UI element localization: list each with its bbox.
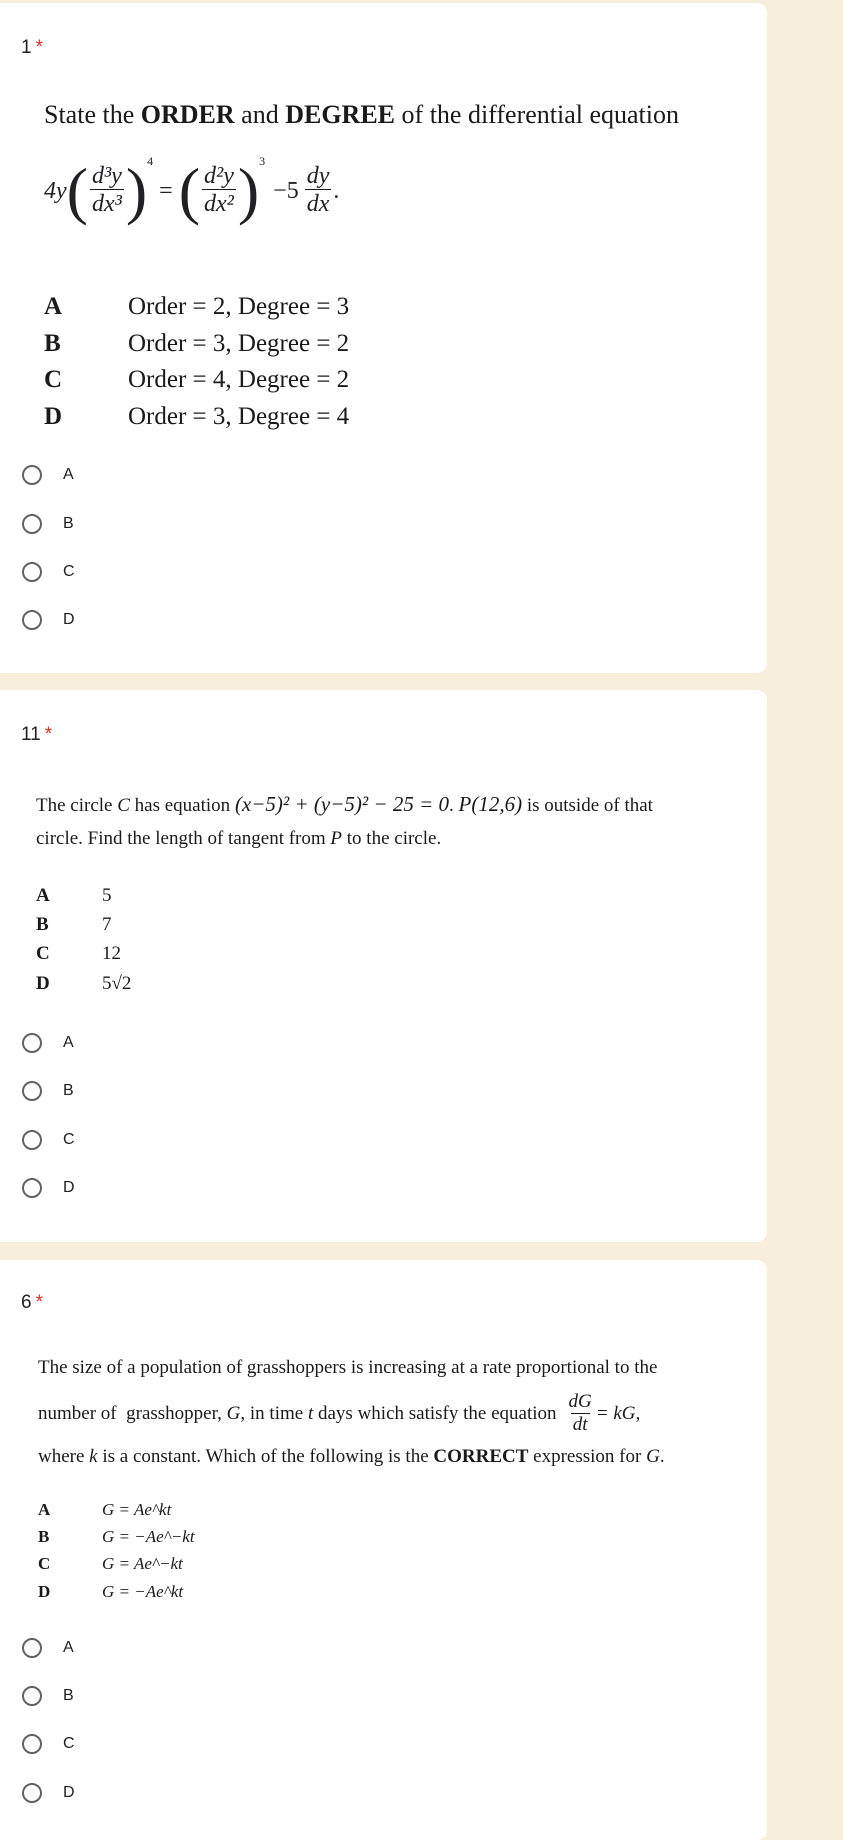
eq-power: 4 bbox=[147, 153, 154, 168]
radio-option-b[interactable] bbox=[22, 1683, 74, 1709]
text-part: has equation bbox=[129, 795, 235, 816]
option-value: Order = 2, Degree = 3 bbox=[128, 293, 350, 320]
option-value: 5√2 bbox=[102, 973, 132, 994]
radio-option-b[interactable] bbox=[22, 511, 74, 537]
paren-open: ( bbox=[66, 155, 88, 226]
radio-label: C bbox=[63, 563, 75, 580]
radio-circle[interactable] bbox=[22, 465, 42, 485]
question-number bbox=[21, 724, 52, 746]
text-part: . bbox=[659, 1446, 665, 1467]
math-p: P bbox=[330, 828, 343, 849]
frac-num: dG bbox=[568, 1390, 592, 1412]
radio-label: C bbox=[63, 1735, 75, 1752]
option-value: 7 bbox=[102, 914, 112, 935]
text-part: . bbox=[449, 795, 459, 816]
eq-period: . bbox=[333, 177, 340, 204]
radio-circle[interactable] bbox=[22, 1033, 42, 1053]
paren-open: ( bbox=[178, 155, 200, 226]
text-part: , in time bbox=[240, 1403, 308, 1424]
option-letter: B bbox=[38, 1527, 50, 1546]
question-card-6 bbox=[0, 1260, 767, 1840]
differential-equation bbox=[44, 146, 339, 236]
frac-den: dt bbox=[572, 1413, 588, 1435]
option-letter: B bbox=[44, 330, 61, 357]
radio-circle[interactable] bbox=[22, 1734, 42, 1754]
text-part: circle. Find the length of tangent from bbox=[36, 828, 331, 849]
question-text bbox=[44, 100, 679, 130]
text-part: is outside of that bbox=[522, 795, 653, 816]
paren-close: ) bbox=[237, 155, 260, 226]
question-text-line-1 bbox=[36, 792, 653, 817]
radio-circle[interactable] bbox=[22, 1081, 42, 1101]
option-letter: C bbox=[36, 943, 50, 964]
text-part: to the circle. bbox=[342, 828, 442, 849]
radio-option-a[interactable] bbox=[22, 1635, 74, 1661]
radio-option-c[interactable] bbox=[22, 1731, 75, 1757]
radio-option-b[interactable] bbox=[22, 1078, 74, 1104]
option-value: G = Ae^−kt bbox=[102, 1554, 183, 1573]
radio-option-d[interactable] bbox=[22, 1780, 75, 1806]
radio-circle[interactable] bbox=[22, 1686, 42, 1706]
radio-circle[interactable] bbox=[22, 1783, 42, 1803]
question-number-text: 11 bbox=[21, 724, 41, 745]
frac-num: d²y bbox=[204, 162, 234, 189]
eq-fraction-3 bbox=[305, 163, 332, 219]
frac-den: dx² bbox=[204, 191, 234, 218]
radio-label: D bbox=[63, 611, 75, 628]
text-part: expression for bbox=[528, 1446, 647, 1467]
radio-label: A bbox=[63, 1034, 74, 1051]
math-t: t bbox=[307, 1403, 314, 1424]
required-asterisk: * bbox=[44, 724, 53, 745]
text-part: number of grasshopper, bbox=[38, 1403, 227, 1424]
radio-label: D bbox=[63, 1179, 75, 1196]
radio-circle[interactable] bbox=[22, 1178, 42, 1198]
radio-option-a[interactable] bbox=[22, 462, 74, 488]
radio-circle[interactable] bbox=[22, 1638, 42, 1658]
math-k: k bbox=[89, 1446, 98, 1467]
dg-dt-fraction bbox=[567, 1392, 594, 1437]
frac-num: d³y bbox=[91, 162, 122, 189]
eq-coefficient: 4y bbox=[44, 177, 67, 204]
option-letter: C bbox=[44, 366, 63, 393]
option-letter: A bbox=[44, 293, 63, 320]
text-part: and bbox=[234, 100, 286, 129]
radio-label: B bbox=[63, 1082, 74, 1099]
text-part: State the bbox=[44, 100, 141, 129]
option-value: G = Ae^kt bbox=[102, 1500, 172, 1519]
text-bold-degree: DEGREE bbox=[285, 100, 396, 129]
text-bold-order: ORDER bbox=[140, 100, 235, 129]
radio-circle[interactable] bbox=[22, 610, 42, 630]
radio-option-d[interactable] bbox=[22, 1175, 75, 1201]
paren-close: ) bbox=[125, 155, 148, 226]
radio-label: D bbox=[63, 1784, 75, 1801]
radio-label: C bbox=[63, 1131, 75, 1148]
math-c: C bbox=[117, 795, 130, 816]
question-text-line-3 bbox=[38, 1446, 665, 1468]
required-asterisk: * bbox=[35, 37, 43, 58]
question-number-text: 6 bbox=[21, 1292, 32, 1313]
text-part: of the differential equation bbox=[395, 100, 679, 129]
eq-fraction-2 bbox=[202, 163, 236, 219]
question-text-line-1 bbox=[38, 1357, 657, 1379]
option-value: Order = 3, Degree = 2 bbox=[128, 330, 350, 357]
option-value: G = −Ae^−kt bbox=[102, 1527, 195, 1546]
radio-label: B bbox=[63, 515, 74, 532]
required-asterisk: * bbox=[35, 1292, 43, 1313]
radio-label: A bbox=[63, 466, 74, 483]
question-number bbox=[21, 37, 43, 59]
radio-option-c[interactable] bbox=[22, 1127, 75, 1153]
eq-power: 3 bbox=[259, 153, 266, 168]
eq-fraction-1 bbox=[90, 163, 124, 219]
radio-option-a[interactable] bbox=[22, 1030, 74, 1056]
option-value: 12 bbox=[102, 943, 121, 964]
option-letter: D bbox=[44, 403, 63, 430]
radio-circle[interactable] bbox=[22, 1130, 42, 1150]
question-number bbox=[21, 1292, 43, 1314]
question-text-line-2 bbox=[36, 828, 441, 850]
circle-equation: (x−5)² + (y−5)² − 25 = 0 bbox=[234, 792, 449, 816]
radio-circle[interactable] bbox=[22, 514, 42, 534]
text-part: The size of a population of grasshoppers is increasing at a rate proportional to the bbox=[38, 1357, 658, 1378]
eq-minus: −5 bbox=[273, 177, 299, 204]
math-g: G bbox=[226, 1403, 241, 1424]
point-p: P(12,6) bbox=[458, 792, 523, 816]
frac-num: dy bbox=[306, 162, 330, 189]
radio-option-d[interactable] bbox=[22, 607, 75, 633]
text-part: is a constant. Which of the following is the bbox=[97, 1446, 434, 1467]
question-text-line-2 bbox=[38, 1384, 640, 1444]
option-value: Order = 4, Degree = 2 bbox=[128, 366, 350, 393]
option-value: G = −Ae^kt bbox=[102, 1582, 184, 1601]
question-card-11 bbox=[0, 690, 767, 1242]
radio-option-c[interactable] bbox=[22, 559, 75, 585]
text-bold-correct: CORRECT bbox=[433, 1446, 529, 1467]
question-number-text: 1 bbox=[21, 37, 32, 58]
option-letter: A bbox=[38, 1500, 51, 1519]
text-part: The circle bbox=[36, 795, 118, 816]
option-letter: B bbox=[36, 914, 49, 935]
option-letter: A bbox=[36, 885, 50, 906]
frac-den: dx³ bbox=[91, 191, 122, 218]
radio-label: B bbox=[63, 1687, 74, 1704]
text-part: days which satisfy the equation bbox=[313, 1403, 557, 1424]
option-letter: D bbox=[36, 973, 50, 994]
frac-den: dx bbox=[306, 191, 330, 218]
option-value: Order = 3, Degree = 4 bbox=[128, 403, 350, 430]
question-card-1 bbox=[0, 3, 767, 673]
math-g: G bbox=[646, 1446, 660, 1467]
option-value: 5 bbox=[102, 885, 112, 906]
option-letter: C bbox=[38, 1554, 51, 1573]
eq-equals: = bbox=[159, 177, 173, 204]
option-letter: D bbox=[38, 1582, 51, 1601]
text-part: where bbox=[38, 1446, 90, 1467]
equation-rhs: = kG, bbox=[595, 1403, 641, 1424]
radio-label: A bbox=[63, 1639, 74, 1656]
radio-circle[interactable] bbox=[22, 562, 42, 582]
